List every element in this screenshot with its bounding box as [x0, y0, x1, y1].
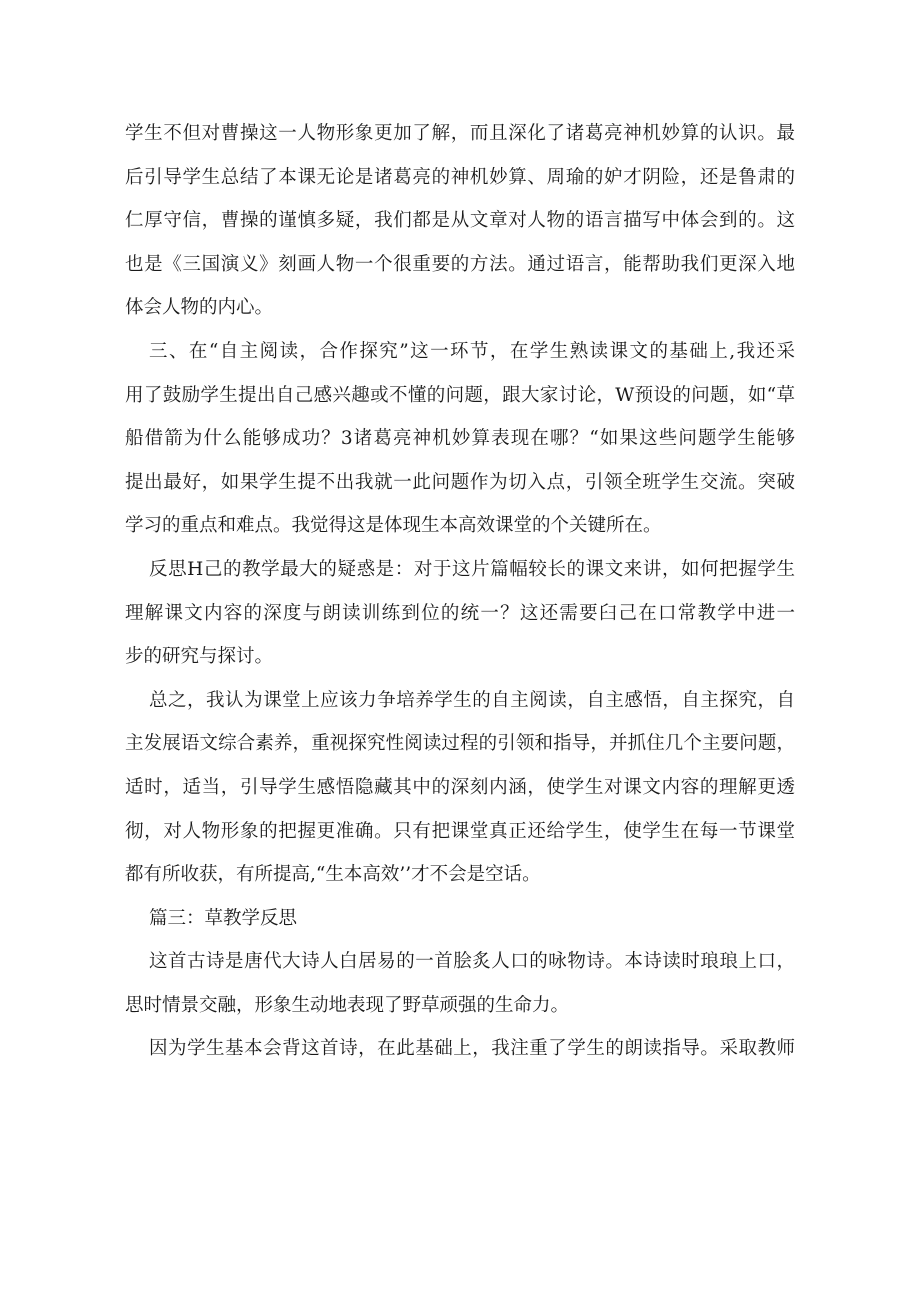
text-line: 后引导学生总结了本课无论是诸葛亮的神机妙算、周瑜的妒才阴险，还是鲁肃的 [125, 166, 795, 188]
text-line: 思时情景交融，形象生动地表现了野草顽强的生命力。 [125, 994, 570, 1016]
document-body [125, 112, 795, 1071]
text-line: 体会人物的内心。 [125, 297, 274, 319]
text-line: 步的研究与探讨。 [125, 646, 274, 668]
text-line: 主发展语文综合素养，重视探究性阅读过程的引领和指导，并抓住几个主要问题， [125, 733, 795, 755]
text-line: 提出最好，如果学生提不出我就一此问题作为切入点，引领全班学生交流。突破 [125, 471, 795, 493]
text-line: 因为学生基本会背这首诗，在此基础上，我注重了学生的朗读指导。采取教师 [149, 1038, 795, 1060]
text-line: 理解课文内容的深度与朗读训练到位的统一？这还需要臼己在口常教学中进一 [125, 602, 795, 624]
text-line: 反思H己的教学最大的疑惑是：对于这片篇幅较长的课文来讲，如何把握学生 [149, 558, 795, 580]
text-line: 三、在“自主阅读，合作探究”这一环节，在学生熟读课文的基础上,我还采 [149, 340, 795, 362]
text-line: 学生不但对曹操这一人物形象更加了解，而且深化了诸葛亮神机妙算的认识。最 [125, 123, 795, 144]
text-line: 篇三：草教学反思 [149, 907, 298, 929]
text-line: 彻，对人物形象的把握更准确。只有把课堂真正还给学生，使学生在每一节课堂 [125, 820, 795, 842]
text-line: 都有所收获，有所提高,“生本高效’’才不会是空话。 [125, 864, 541, 886]
text-line: 学习的重点和难点。我觉得这是体现生本高效课堂的个关键所在。 [125, 515, 662, 537]
text-line: 仁厚守信，曹操的谨慎多疑，我们都是从文章对人物的语言描写中体会到的。这 [125, 210, 795, 232]
text-line: 也是《三国演义》刻画人物一个很重要的方法。通过语言，能帮助我们更深入地 [125, 253, 795, 275]
text-line: 这首古诗是唐代大诗人白居易的一首脍炙人口的咏物诗。本诗读时琅琅上口， [149, 951, 795, 973]
text-line: 用了鼓励学生提出自己感兴趣或不懂的问题，跟大家讨论，W预设的问题，如“草 [125, 384, 795, 406]
text-line: 适时，适当，引导学生感悟隐藏其中的深刻内涵，使学生对课文内容的理解更透 [125, 776, 795, 798]
text-line: 总之，我认为课堂上应该力争培养学生的自主阅读，自主感悟，自主探究，自 [149, 689, 795, 711]
text-line: 船借箭为什么能够成功？3诸葛亮神机妙算表现在哪？“如果这些问题学生能够 [125, 428, 795, 450]
